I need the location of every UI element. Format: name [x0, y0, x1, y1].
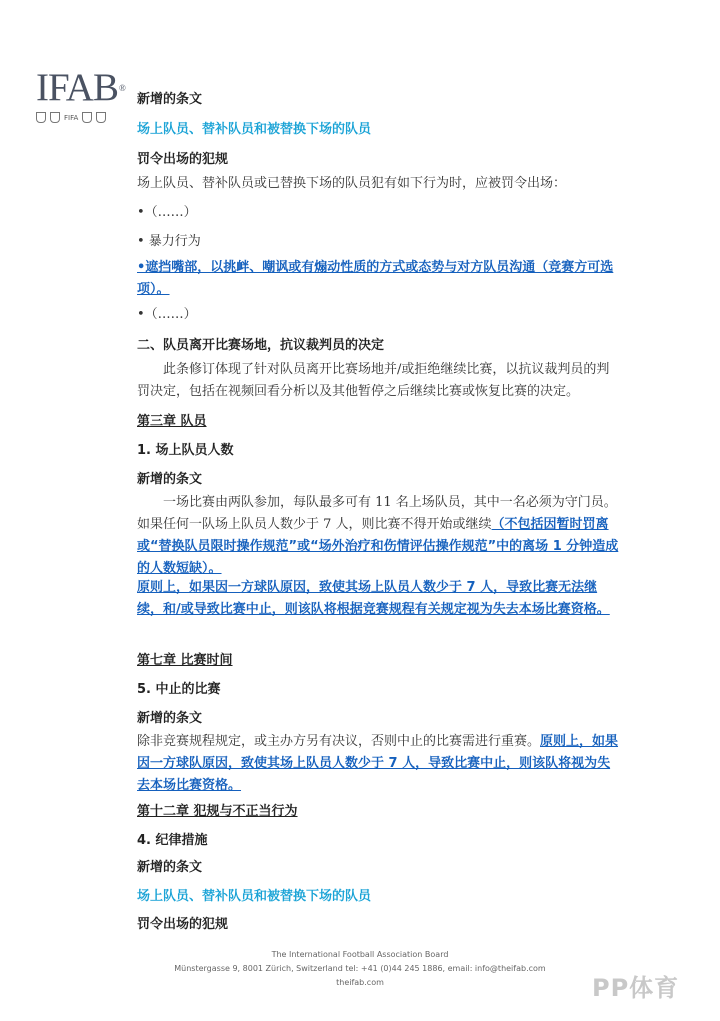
paragraph-text: 一场比赛由两队参加，每队最多可有 11 名上场队员，其中一名必须为守门员。如果任何一队场上队员人数少于 7 人，则比赛不得开始或继续	[137, 495, 617, 532]
pptv-watermark: PP体育	[592, 974, 680, 1002]
paragraph	[137, 492, 619, 580]
paragraph: 此条修订体现了针对队员离开比赛场地并/或拒绝继续比赛，以抗议裁判员的判罚决定，包括在视频回看分析以及其他暂停之后继续比赛或恢复比赛的决定。	[137, 362, 610, 399]
section-heading: 1. 场上队员人数	[137, 443, 234, 458]
member-association-marks	[36, 112, 128, 123]
section-heading: 罚令出场的犯规	[137, 917, 229, 932]
paragraph: 场上队员、替补队员或已替换下场的队员犯有如下行为时，应被罚令出场：	[137, 176, 567, 191]
chapter-heading: 第三章 队员	[137, 414, 207, 429]
amended-text: 原则上，如果因一方球队原因，致使其场上队员人数少于 7 人，导致比赛中止，则该队将视为失去本场比赛资格。	[137, 734, 619, 793]
footer-site: theifab.com	[336, 978, 384, 987]
amended-text: （不包括因暂时罚离或“替换队员限时操作规范”或“场外治疗和伤情评估操作规范”中的离场 1 分钟造成的人数短缺）。	[137, 517, 619, 576]
chapter-heading: 第七章 比赛时间	[137, 653, 233, 668]
paragraph	[137, 731, 619, 797]
ifab-logo	[36, 66, 128, 134]
section-heading: 4. 纪律措施	[137, 833, 208, 848]
fifa-mark: FIFA	[64, 113, 79, 122]
ifab-wordmark: IFAB®	[36, 66, 125, 109]
fa-crest-icon	[50, 112, 60, 123]
section-heading: 二、队员离开比赛场地，抗议裁判员的决定	[137, 338, 385, 353]
section-heading: 罚令出场的犯规	[137, 152, 229, 167]
section-heading: 新增的条文	[137, 92, 203, 107]
footer-address: Münstergasse 9, 8001 Zürich, Switzerland tel: +41 (0)44 245 1886, email: info@theifab.com	[174, 964, 546, 973]
fa-crest-icon	[36, 112, 46, 123]
fa-crest-icon	[82, 112, 92, 123]
paragraph-text: 除非竞赛规程规定，或主办方另有决议，否则中止的比赛需进行重赛。	[137, 734, 541, 749]
list-item: • 暴力行为	[137, 234, 201, 249]
section-subheading: 场上队员、替补队员和被替换下场的队员	[137, 122, 372, 137]
list-item: •（……）	[137, 205, 197, 220]
section-heading: 新增的条文	[137, 860, 203, 875]
section-heading: 新增的条文	[137, 711, 203, 726]
section-subheading: 场上队员、替补队员和被替换下场的队员	[137, 889, 372, 904]
list-item-amended: •遮挡嘴部，以挑衅、嘲讽或有煽动性质的方式或态势与对方队员沟通（竞赛方可选项）。	[137, 260, 614, 297]
amended-paragraph: 原则上，如果因一方球队原因，致使其场上队员人数少于 7 人，导致比赛无法继续，和/或导致比赛中止，则该队将根据竞赛规程有关规定视为失去本场比赛资格。	[137, 580, 610, 617]
chapter-heading: 第十二章 犯规与不正当行为	[137, 804, 298, 819]
fa-crest-icon	[96, 112, 106, 123]
section-heading: 5. 中止的比赛	[137, 682, 221, 697]
footer-org: The International Football Association Board	[271, 950, 449, 959]
list-item: •（……）	[137, 307, 197, 322]
section-heading: 新增的条文	[137, 472, 203, 487]
